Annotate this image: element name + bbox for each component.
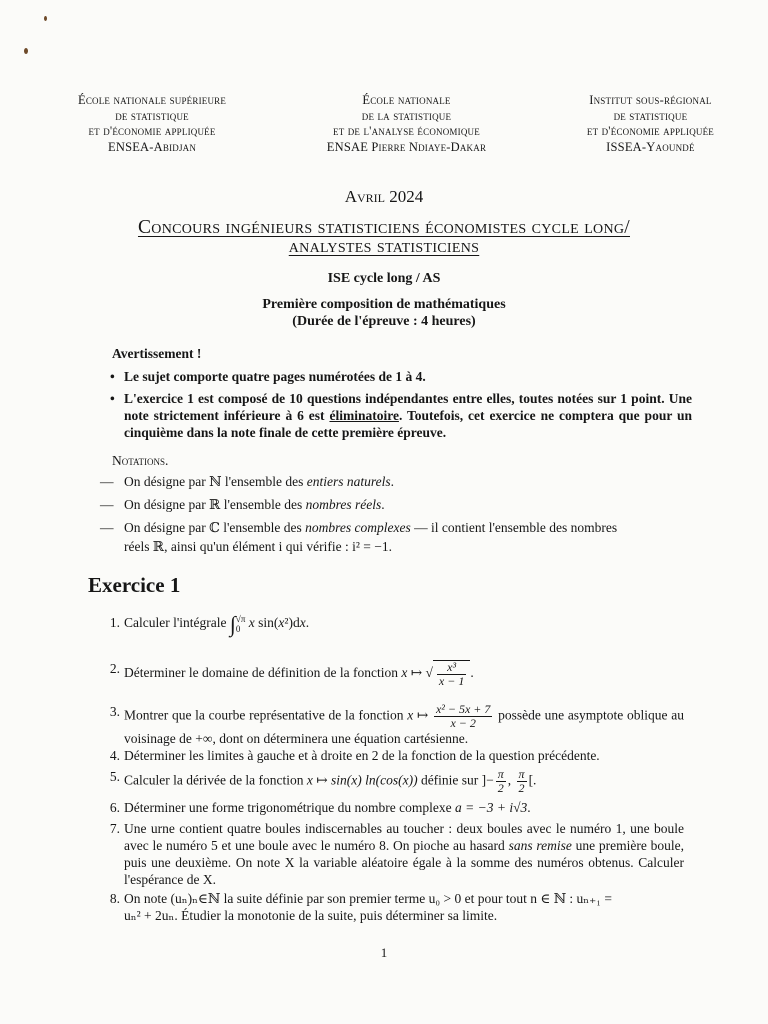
exam-subtitle: ISE cycle long / AS <box>327 271 441 286</box>
notations-block <box>100 452 692 561</box>
exam-title <box>0 218 768 256</box>
question-6: 6. Déterminer une forme trigonométrique du nombre complexe a = −3 + i√3. <box>109 800 531 815</box>
paper-speck <box>24 48 28 54</box>
question-2: 2. Déterminer le domaine de définition de la fonction x ↦ √ $\frac{\text{x³}}{x - 1}$ . <box>109 660 474 688</box>
exam-date: Avril 2024 <box>344 187 424 206</box>
question-3: 3. Montrer que la courbe représentative de la fonction x ↦ $\frac{\text{x² − 5x + 7}}{x - 2}$ possède une asymptote oblique au voisinage de +∞, dont on déterminera une équation cartésienne. <box>109 702 684 746</box>
warning-item: • L'exercice 1 est composé de 10 questions indépendantes entre elles, toutes notées sur 1 point. Une note strictement inférieure à 6 est éliminatoire. Toutefois, cet exercice ne comptera que pour un cinquième dans la note finale de cette première épreuve. <box>110 391 693 440</box>
question-4: 4. Déterminer les limites à gauche et à droite en 2 de la fonction de la question précédente. <box>109 748 600 763</box>
title-line-2: analystes statisticiens <box>288 236 480 257</box>
exam-duration: (Durée de l'épreuve : 4 heures) <box>292 314 476 329</box>
question-7: 7. Une urne contient quatre boules indiscernables au toucher : deux boules avec le numéro 1, une boule avec le numéro 5 et une boule avec le numéro 8. On pioche au hasard sans remise une première boule, puis une deuxième. On note X la variable aléatoire égale à la somme des numéros obtenus. Calculer l'espérance de X. <box>109 821 685 887</box>
title-line-1: Concours ingénieurs statisticiens économistes cycle long/ <box>137 217 630 238</box>
notation-item: — On désigne par ℝ l'ensemble des nombres réels. <box>100 497 385 512</box>
question-8: 8. On note (uₙ)ₙ∈ℕ la suite définie par son premier terme u₀ > 0 et pour tout n ∈ ℕ : uₙ₊₁ = uₙ² + 2uₙ. Étudier la monotonie de la suite, puis déterminer sa limite. <box>109 891 612 923</box>
bullet-icon: • <box>110 369 115 384</box>
notation-item: — On désigne par ℕ l'ensemble des entiers naturels. <box>100 474 394 489</box>
paper-speck <box>44 16 47 21</box>
dash-icon: — <box>100 474 114 489</box>
composition-title: Première composition de mathématiques <box>262 297 506 312</box>
warning-title: Avertissement ! <box>112 346 202 361</box>
integral-symbol: ∫ <box>229 611 236 637</box>
school-issea: Institut sous-régional de statistique et d'économie appliquée ISSEA-Yaoundé <box>586 93 714 154</box>
warning-block <box>112 345 692 446</box>
notations-title: Notations. <box>112 453 169 468</box>
dash-icon: — <box>100 497 114 512</box>
notation-item: — On désigne par ℂ l'ensemble des nombres complexes — il contient l'ensemble des nombres réels ℝ, ainsi qu'un élément i qui vérifie : i² = −1. <box>100 520 618 554</box>
bullet-icon: • <box>110 391 115 406</box>
question-5: 5. Calculer la dérivée de la fonction x ↦ sin(x) ln(cos(x)) définie sur ]− $\frac{\pi}{2}$ , $\frac{\pi}{2}$ [. <box>109 767 537 795</box>
school-ensea: École nationale supérieure de statistique et d'économie appliquée ENSEA-Abidjan <box>78 93 227 154</box>
page-number: 1 <box>380 945 388 960</box>
school-ensae: École nationale de la statistique et de l'analyse économique ENSAE Pierre Ndiaye-Dakar <box>326 93 487 154</box>
dash-icon: — <box>100 520 114 535</box>
warning-item: • Le sujet comporte quatre pages numérotées de 1 à 4. <box>110 369 426 384</box>
composition-info <box>0 296 768 330</box>
question-1: 1. Calculer l'intégrale ∫√π 0 x sin(x²)dx. <box>109 611 310 637</box>
institutions-header <box>78 93 714 155</box>
exercise-title: Exercice 1 <box>88 573 181 597</box>
